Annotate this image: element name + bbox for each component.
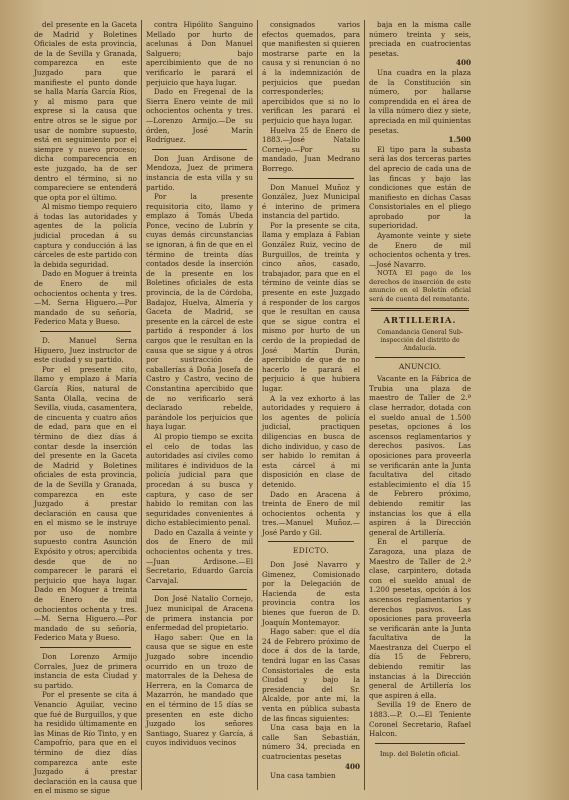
paragraph: baja en la misma calle número treinta y seis, preciada en cuatrocientas pesetas. — [369, 20, 471, 58]
paragraph: Una casa tambien — [270, 771, 336, 781]
note-text: NOTA El pago de los derechos de inserción de este anuncio en el Boletín oficial será de cuenta del rematante. — [369, 269, 471, 303]
paragraph: del presente en la Gaceta de Madrid y Boletines Oficiales de esta provincia, de la de Sevilla y Granada, comparezca en este Juzgado para que manifieste el punto donde se halla María García Ríos, y al mismo para que exprese si la causa que entre otros se le sigue por usar de nombre supuesto, está en seguimiento por el siempre y nuevo proceso; dicha comparecencia en este juzgado, ha de ser dentro el término, si no compareciere se entenderá que opta por el último. — [34, 20, 137, 202]
paragraph: Sevilla 19 de Enero de 1883.—P. O.—El Teniente Coronel Secretario, Rafael Halcon. — [369, 700, 471, 739]
divider — [152, 149, 247, 150]
paragraph: Hago saber: Que en la causa que se sigue en este Juzgado sobre incendio ocurrido en un trozo de matorrales de la Dehesa de Herrera, en la Comarca de Mazarrón, he mandado que en el término de 15 días se presenten en este dicho Juzgado los señores Santiago, Suarez y García, á cuyos individuos vecinos — [146, 632, 253, 748]
column-1 — [30, 20, 142, 796]
paragraph: Por la presente requisitoria cito, llamo y emplazo á Tomás Ubeda Ponce, vecino de Lubrín y cuyas demás circunstancias se ignoran, á fin de que en el término de treinta días contados desde la inserción de la presente en los Boletines oficiales de esta provincia, de la de Córdoba, Badajoz, Huelva, Almería y Gaceta de Madrid, se presente en la cárcel de este partido á responder á los cargos que le resultan en la causa que se sigue y á otros por sustracción de caballerías á Doña Josefa de Castro y Castro, vecino de Constantina apercibido que de no verificarlo será declarado rebelde, parándole los perjuicios que haya lugar. — [146, 192, 253, 432]
price-value: 1.500 — [448, 135, 471, 145]
divider — [40, 647, 131, 648]
section-subheading: Comandancia General Sub-inspección del distrito de Andalucía. — [377, 328, 463, 352]
paragraph: contra Hipólito Sanguino Mellado por hurto de acelunas á Don Manuel Salguero; bajo apercibimiento que de no verificarlo le parará el perjuicio que haya lugar. — [146, 20, 253, 87]
paragraph: Dado en Moguer á treinta de Enero de mil ochocientos ochenta y tres.—M. Serna Higuero.—Por mandado de su señoría, Federico Mata y Bueso. — [34, 269, 137, 327]
paragraph: Por el presente se cita á Venancio Aguilar, vecino que fué de Burguillos, y que ha residido últimamente en las Minas de Río Tinto, y en Campofrío, para que en el término de diez días comparezca ante este Juzgado á prestar declaración en la causa que en el mismo se sigue — [34, 690, 137, 796]
column-container — [30, 20, 553, 796]
paragraph: Hago saber: que el día 24 de Febrero próximo de doce á dos de la tarde, tendrá lugar en las Casas Consistoriales de esta Ciudad y bajo la presidencia del Sr. Alcalde, por ante mí, la venta en pública subasta de las fincas siguientes: — [262, 627, 360, 723]
price-value: 400 — [344, 761, 360, 771]
paragraph: Una casa baja en la calle San Sebastián, número 34, preciada en cuatrocientas pesetas — [262, 723, 360, 761]
divider — [268, 541, 354, 542]
divider — [40, 331, 131, 332]
paragraph: Una cuadra en la plaza de la Constitución sin número, por hallarse comprendida en el área de la villa número diez y siete, apreciada en mil quinientas pesetas. — [369, 67, 471, 135]
divider — [371, 308, 469, 311]
paragraph: Don Manuel Muñoz y González, Juez Municipal é interino de primera instancia del partido. — [262, 182, 360, 221]
paragraph: D. Manuel Serna Higuero, Juez instructor de este ciudad y su partido. — [34, 336, 137, 365]
divider — [152, 589, 247, 590]
price-value: 400 — [455, 58, 471, 68]
paragraph: Don José Natalio Cornejo, Juez municipal de Aracena de primera instancia por enfermedad del propietario. — [146, 594, 253, 633]
anuncio-heading: ANUNCIO. — [398, 361, 442, 371]
paragraph: Dado en Fregenal de la Sierra Enero veinte de mil ochocientos ochenta y tres.—Lorenzo Armijo.—De su órden, José Marín Rodríguez. — [146, 87, 253, 145]
paragraph: Ayamonte veinte y siete de Enero de mil ochocientos ochenta y tres.—José Navarro. — [369, 231, 471, 269]
paragraph: Por el presente cito, llamo y emplazo á María García Ríos, natural de Santa Olalla, vecina de Sevilla, viuda, casamentera, de cincuenta y cuatro años de edad, para que en el término de diez días á contar desde la inserción del presente en la Gaceta de Madrid y Boletines oficiales de esta provincia, de la de Sevilla y Granada, comparezca en este Juzgado á prestar declaración en causa que en el mismo se le instruye por uso de nombre supuesto contra Asunción Expósito y otros; apercibida desde que de no comparecer le parará el perjuicio que haya lugar. Dado en Moguer á treinta de Enero de mil ochocientos ochenta y tres.—M. Serna Higuero.—Por mandado de su señoría, Federico Mata y Bueso. — [34, 364, 137, 643]
paragraph: A la vez exhorto á las autoridades y requiero á los agentes de policía judicial, practiquen diligencias en busca de dicho individuo, y caso de ser habido lo remitan á esta cárcel á mi disposición en clase de detenido. — [262, 393, 360, 489]
paragraph: Dado en Aracena á treinta de Enero de mil ochocientos ochenta y tres.—Manuel Muñoz.—José Pardo y Gil. — [262, 489, 360, 537]
edicto-heading: EDICTO. — [292, 546, 330, 556]
column-2 — [142, 20, 258, 790]
paragraph: Don Juan Ardisone de Mendoza, Juez de primera instancia de esta villa y su partido. — [146, 153, 253, 192]
paragraph: Huelva 25 de Enero de 1883.—José Natalio Cornejo.—Por su mandado, Juan Medrano Borrego. — [262, 125, 360, 173]
paragraph: El tipo para la subasta será las dos terceras partes del aprecio de cada una de las fincas y bajo las condiciones que están de manifiesto en dichas Casas Consistoriales en el pliego aprobado por la superioridad. — [369, 144, 471, 231]
column-4 — [365, 20, 475, 790]
divider — [375, 357, 465, 358]
paragraph: Por la presente se cita, llama y emplaza á Fabian González Ruiz, vecino de Burguillos, de treinta y cinco años, casado, trabajador, para que en el término de veinte días se presente en este Juzgado á responder de los cargos que le resultan en causa que se sigue contra el mismo por hurto de un cerdo de la propiedad de José Martín Durán, apercibido de que de no hacerlo le parará el perjuicio á que hubiera lugar. — [262, 220, 360, 393]
paragraph: Dado en Cazalla á veinte y dos de Enero de mil ochocientos ochenta y tres.—Juan Ardisone.—El Secretario, Eduardo García Carvajal. — [146, 527, 253, 585]
printer-footer: Imp. del Boletín oficial. — [379, 749, 461, 758]
paragraph: Don Lorenzo Armijo Corrales, Juez de primera instancia de esta Ciudad y su partido. — [34, 652, 137, 690]
paragraph: Al mismo tiempo requiero á todas las autoridades y agentes de la policía judicial procedan á su captura y conducción á las cárceles de este partido con la debida seguridad. — [34, 202, 137, 269]
section-heading-artilleria: ARTILLERIA. — [383, 315, 457, 326]
divider — [268, 178, 354, 179]
column-3 — [258, 20, 365, 790]
paragraph: consignados varios efectos quemados, para que manifiesten si quieren mostrarse parte en la causa y si renuncian ó no á la indemnización de perjuicios que puedan corresponderles; apercibidos que si no lo verifican les parará el perjuicio que haya lugar. — [262, 20, 360, 125]
paragraph: Don José Navarro y Gimenez, Comisionado por la Delegación de Hacienda de esta provincia contra los bienes que fueron de D. Joaquín Montemayor. — [262, 560, 360, 627]
paragraph: En el parque de Zaragoza, una plaza de Maestro de Taller de 2.ª clase, carpintero, dotada con el sueldo anual de 1.200 pesetas, opción á los ascensos reglamentarios y derechos pasivos. Las oposiciones para proveerla se verificarán ante la Junta facultativa de la Maestranza del Cuerpo el día 15 de Febrero, debiendo remitir las instancias á la Dirección general de Artillería los que aspiren á ella. — [369, 537, 471, 700]
paragraph: Al propio tiempo se excita el celo de todas las autoridades así civiles como militares é individuos de la policía judicial para que procedan á su busca y captura, y caso de ser habido lo remitan con las seguridades convenientes á dicho establecimiento penal. — [146, 431, 253, 528]
paragraph: Vacante en la Fábrica de Trubia una plaza de maestro de Taller de 2.ª clase herrador, dotada con el sueldo anual de 1.500 pesetas, opciones á los ascensos reglamentarios y derechos pasivos. Las oposiciones para proveerla se verificarán ante la Junta facultativa del citado establecimiento el día 15 de Febrero próximo, debiendo remitir las instancias los que á ella aspiren á la Dirección general de Artillería. — [369, 374, 471, 537]
divider — [375, 743, 465, 744]
